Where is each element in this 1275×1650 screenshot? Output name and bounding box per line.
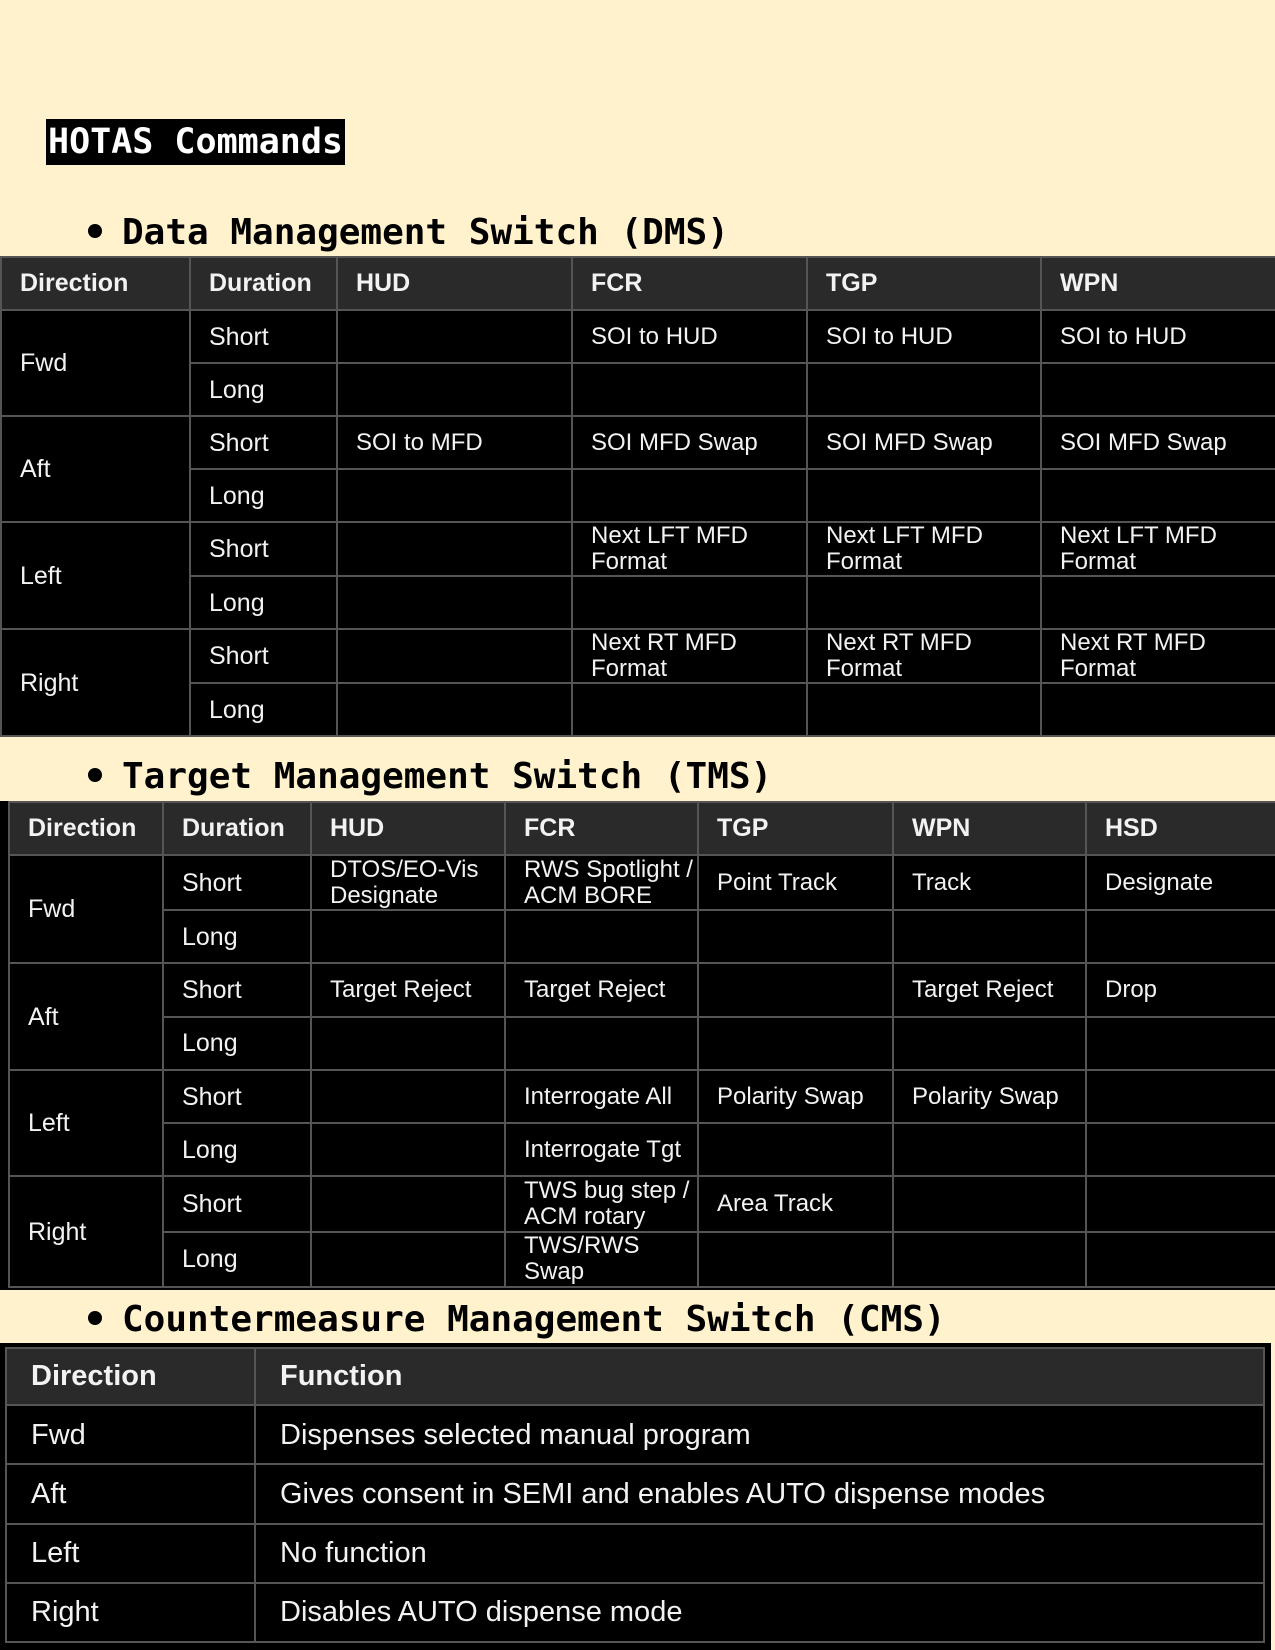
table-cell [572, 363, 807, 416]
dms-table [0, 256, 1275, 737]
column-header: Duration [163, 802, 311, 855]
column-header: Direction [1, 257, 190, 310]
tms-heading-label: Target Management Switch (TMS) [122, 756, 773, 797]
table-cell: Next RT MFD Format [572, 629, 807, 683]
bullet-icon [88, 224, 102, 238]
table-row [9, 1232, 1275, 1287]
direction-cell: Left [9, 1070, 163, 1176]
table-cell: Target Reject [893, 963, 1086, 1016]
table-cell: SOI MFD Swap [572, 416, 807, 469]
header-row [1, 257, 1275, 310]
table-cell [572, 576, 807, 629]
column-header: HSD [1086, 802, 1275, 855]
dms-heading [88, 213, 729, 253]
table-cell [572, 469, 807, 522]
duration-cell: Short [190, 310, 337, 363]
table-cell: Designate [1086, 855, 1275, 910]
table-cell [1041, 683, 1275, 736]
function-cell: Disables AUTO dispense mode [255, 1583, 1264, 1642]
table-cell: SOI MFD Swap [1041, 416, 1275, 469]
column-header: HUD [311, 802, 505, 855]
table-cell: Interrogate All [505, 1070, 698, 1123]
bullet-icon [88, 768, 102, 782]
table-row [1, 416, 1275, 469]
table-row [9, 855, 1275, 910]
table-cell: TWS bug step / ACM rotary [505, 1176, 698, 1231]
dms-heading-label: Data Management Switch (DMS) [122, 212, 729, 253]
table-cell [698, 963, 893, 1016]
table-cell [337, 576, 572, 629]
table-cell [1041, 469, 1275, 522]
table-row [9, 1070, 1275, 1123]
table-cell [893, 1232, 1086, 1287]
direction-cell: Right [6, 1583, 255, 1642]
table-cell: SOI to HUD [572, 310, 807, 363]
table-cell: DTOS/EO-Vis Designate [311, 855, 505, 910]
column-header: FCR [572, 257, 807, 310]
function-cell: No function [255, 1524, 1264, 1583]
table-cell [311, 910, 505, 963]
table-cell [1041, 363, 1275, 416]
table-cell [311, 1123, 505, 1176]
table-cell [893, 1123, 1086, 1176]
column-header: Duration [190, 257, 337, 310]
tms-table-wrap [0, 801, 1275, 1290]
duration-cell: Long [163, 910, 311, 963]
table-row [1, 469, 1275, 522]
table-cell [505, 910, 698, 963]
cms-table [5, 1347, 1265, 1643]
table-cell [337, 629, 572, 683]
table-row [6, 1524, 1264, 1583]
table-row [1, 576, 1275, 629]
table-cell [1086, 1017, 1275, 1070]
header-row [6, 1348, 1264, 1405]
table-cell: Next LFT MFD Format [572, 522, 807, 576]
table-cell [893, 910, 1086, 963]
table-cell [807, 576, 1041, 629]
column-header: Function [255, 1348, 1264, 1405]
column-header: Direction [6, 1348, 255, 1405]
cms-heading-label: Countermeasure Management Switch (CMS) [122, 1299, 946, 1340]
column-header: TGP [807, 257, 1041, 310]
table-cell [1086, 1123, 1275, 1176]
table-row [6, 1464, 1264, 1523]
table-cell [337, 522, 572, 576]
table-cell: Target Reject [505, 963, 698, 1016]
dms-table-wrap [0, 256, 1275, 735]
table-row [9, 1123, 1275, 1176]
table-row [1, 683, 1275, 736]
table-cell: Next RT MFD Format [807, 629, 1041, 683]
table-cell [337, 469, 572, 522]
table-cell [807, 363, 1041, 416]
direction-cell: Fwd [1, 310, 190, 416]
header-row [9, 802, 1275, 855]
table-row [1, 363, 1275, 416]
table-cell [698, 910, 893, 963]
table-row [1, 310, 1275, 363]
direction-cell: Left [1, 522, 190, 629]
table-cell [311, 1070, 505, 1123]
column-header: WPN [893, 802, 1086, 855]
table-cell [893, 1017, 1086, 1070]
table-row [6, 1405, 1264, 1464]
table-cell: Polarity Swap [698, 1070, 893, 1123]
table-cell [337, 683, 572, 736]
table-row [1, 629, 1275, 683]
table-row [9, 1176, 1275, 1231]
table-row [9, 910, 1275, 963]
table-cell: SOI to MFD [337, 416, 572, 469]
table-cell [807, 469, 1041, 522]
duration-cell: Long [190, 363, 337, 416]
table-cell [311, 1232, 505, 1287]
function-cell: Gives consent in SEMI and enables AUTO dispense modes [255, 1464, 1264, 1523]
table-cell: SOI to HUD [807, 310, 1041, 363]
table-cell [698, 1017, 893, 1070]
duration-cell: Short [190, 416, 337, 469]
duration-cell: Short [190, 522, 337, 576]
direction-cell: Aft [6, 1464, 255, 1523]
table-cell [572, 683, 807, 736]
column-header: FCR [505, 802, 698, 855]
column-header: HUD [337, 257, 572, 310]
table-cell [807, 683, 1041, 736]
direction-cell: Left [6, 1524, 255, 1583]
table-cell [698, 1232, 893, 1287]
table-cell: Area Track [698, 1176, 893, 1231]
duration-cell: Short [163, 855, 311, 910]
table-cell [311, 1017, 505, 1070]
table-cell [1086, 1232, 1275, 1287]
table-row [9, 1017, 1275, 1070]
table-cell [311, 1176, 505, 1231]
direction-cell: Right [1, 629, 190, 736]
table-cell: RWS Spotlight / ACM BORE [505, 855, 698, 910]
table-row [9, 963, 1275, 1016]
table-row [6, 1583, 1264, 1642]
tms-table [8, 801, 1275, 1288]
duration-cell: Long [163, 1232, 311, 1287]
table-cell: Next LFT MFD Format [1041, 522, 1275, 576]
duration-cell: Long [190, 469, 337, 522]
table-cell: Next LFT MFD Format [807, 522, 1041, 576]
table-row [1, 522, 1275, 576]
table-cell: Track [893, 855, 1086, 910]
table-cell [505, 1017, 698, 1070]
page-title: HOTAS Commands [46, 119, 345, 165]
table-cell [1086, 910, 1275, 963]
direction-cell: Right [9, 1176, 163, 1287]
duration-cell: Long [163, 1017, 311, 1070]
table-cell: SOI to HUD [1041, 310, 1275, 363]
direction-cell: Fwd [6, 1405, 255, 1464]
cms-table-wrap [0, 1343, 1271, 1650]
direction-cell: Fwd [9, 855, 163, 963]
table-cell [893, 1176, 1086, 1231]
duration-cell: Short [190, 629, 337, 683]
table-cell [337, 310, 572, 363]
table-cell: SOI MFD Swap [807, 416, 1041, 469]
direction-cell: Aft [9, 963, 163, 1069]
table-cell: Drop [1086, 963, 1275, 1016]
table-cell: Polarity Swap [893, 1070, 1086, 1123]
table-cell: TWS/RWS Swap [505, 1232, 698, 1287]
table-cell: Next RT MFD Format [1041, 629, 1275, 683]
bullet-icon [88, 1311, 102, 1325]
column-header: Direction [9, 802, 163, 855]
table-cell: Interrogate Tgt [505, 1123, 698, 1176]
direction-cell: Aft [1, 416, 190, 522]
table-cell [1041, 576, 1275, 629]
duration-cell: Short [163, 1176, 311, 1231]
column-header: WPN [1041, 257, 1275, 310]
duration-cell: Short [163, 1070, 311, 1123]
duration-cell: Short [163, 963, 311, 1016]
table-cell: Target Reject [311, 963, 505, 1016]
table-cell [337, 363, 572, 416]
tms-heading [88, 757, 772, 797]
table-cell [1086, 1070, 1275, 1123]
cms-heading [88, 1300, 946, 1340]
table-cell [1086, 1176, 1275, 1231]
duration-cell: Long [190, 576, 337, 629]
table-cell: Point Track [698, 855, 893, 910]
table-cell [698, 1123, 893, 1176]
function-cell: Dispenses selected manual program [255, 1405, 1264, 1464]
column-header: TGP [698, 802, 893, 855]
duration-cell: Long [190, 683, 337, 736]
duration-cell: Long [163, 1123, 311, 1176]
